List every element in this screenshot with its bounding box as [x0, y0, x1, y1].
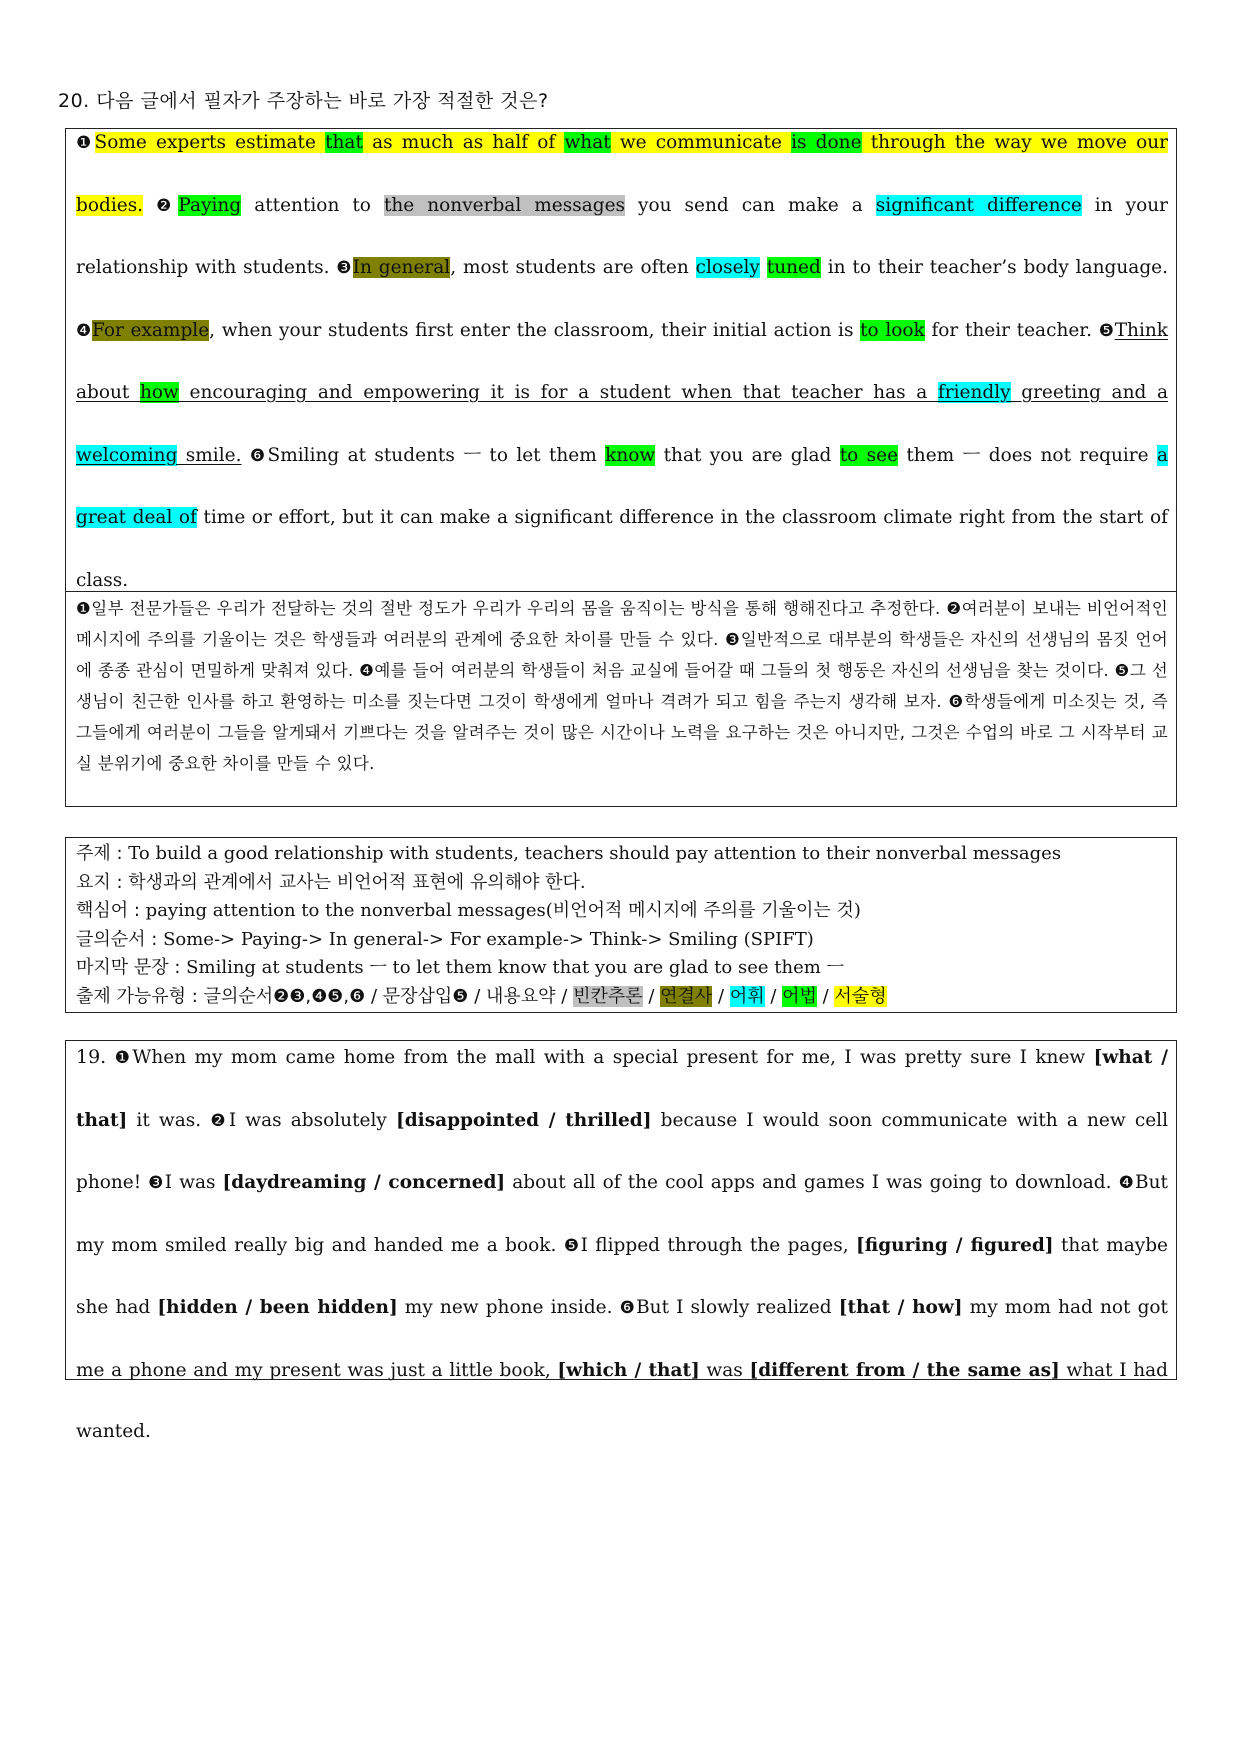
highlight-how: how	[140, 382, 179, 403]
highlight-that: that	[325, 132, 363, 153]
highlight-paying: Paying	[178, 194, 242, 216]
underlined-sentence-5: Think about how encouraging and empowering it is for a student when that teacher has a friendly greeting and a welcoming smile.	[76, 319, 1169, 466]
sentence-number-1: ❶	[76, 133, 95, 153]
passage-text: ❶Some experts estimate that as much as half of what we communicate is done through the way we move our bodies. ❷Paying attention to the nonverbal messages you send can make a significant difference in your relationship with students. ❸In general, most students are often closely tuned in to their teacher’s body language. ❹For example, when your students first enter the classroom, their initial action is to look for their teacher. ❺Think about how encouraging and empowering it is for a student when that teacher has a friendly greeting and a welcoming smile. ❻Smiling at students ㅡ to let them know that you are glad to see them ㅡ does not require a great deal of time or effort, but it can make a significant difference in the classroom climate right from the start of class.	[76, 132, 1169, 591]
question-20-title: 20. 다음 글에서 필자가 주장하는 바로 가장 적절한 것은?	[58, 90, 549, 112]
highlight-in-general: In general	[352, 257, 451, 278]
type-vocabulary: 어휘	[729, 985, 765, 1007]
summary-keyword: 핵심어 : paying attention to the nonverbal messages(비언어적 메시지에 주의를 기울이는 것)	[76, 900, 861, 921]
choice-different-same: [different from / the same as]	[749, 1359, 1060, 1381]
summary-last-sentence: 마지막 문장 : Smiling at students ㅡ to let them know that you are glad to see them ㅡ	[76, 957, 844, 978]
translation-text: ❶일부 전문가들은 우리가 전달하는 것의 절반 정도가 우리가 우리의 몸을 움직이는 방식을 통해 행해진다고 추정한다. ❷여러분이 보내는 비언어적인 메시지에 주의를 기울이는 것은 학생들과 여러분의 관계에 중요한 차이를 만들 수 있다. ❸일반적으로 대부분의 학생들은 자신의 선생님의 몸짓 언어에 종종 관심이 면밀하게 맞춰져 있다. ❹예를 들어 여러분의 학생들이 처음 교실에 들어갈 때 그들의 첫 행동은 자신의 선생님을 찾는 것이다. ❺그 선생님이 친근한 인사를 하고 환영하는 미소를 짓는다면 그것이 학생에게 얼마나 격려가 되고 힘을 주는지 생각해 보자. ❻학생들에게 미소짓는 것, 즉 그들에게 여러분이 그들을 알게돼서 기쁘다는 것을 알려주는 것이 많은 시간이나 노력을 요구하는 것은 아니지만, 그것은 수업의 바로 그 시작부터 교실 분위기에 중요한 차이를 만들 수 있다.	[76, 599, 1168, 773]
highlight-great-deal-of: a great deal of	[76, 444, 1168, 528]
type-blank-inference: 빈칸추론	[573, 985, 643, 1007]
choice-disappointed-thrilled: [disappointed / thrilled]	[395, 1109, 652, 1131]
highlight-welcoming: welcoming	[76, 444, 178, 466]
summary-list	[76, 840, 1168, 1011]
summary-gist: 요지 : 학생과의 관계에서 교사는 비언어적 표현에 유의해야 한다.	[76, 871, 586, 893]
summary-topic: 주제 : To build a good relationship with students, teachers should pay attention to their nonverbal messages	[76, 843, 1062, 864]
highlight-to-look: to look	[860, 319, 925, 341]
highlight-closely: closely	[695, 257, 760, 278]
sentence-number-6: ❻	[249, 445, 268, 466]
choice-which-that: [which / that]	[557, 1359, 700, 1381]
choice-what-that: [what / that]	[76, 1047, 1168, 1131]
highlight-nonverbal-messages: the nonverbal messages	[383, 194, 626, 216]
highlight-to-see: to see	[839, 444, 899, 466]
summary-order: 글의순서 : Some-> Paying-> In general-> For example-> Think-> Smiling (SPIFT)	[76, 928, 814, 950]
passage-box	[65, 128, 1177, 592]
highlight-is-done: is done	[791, 132, 862, 153]
summary-box	[65, 837, 1177, 1013]
sentence-number-5: ❺	[1098, 320, 1115, 341]
summary-question-types: 출제 가능유형 : 글의순서❷❸,❹❺,❻ / 문장삽입❺ / 내용요약 / 빈칸추론 / 연결사 / 어휘 / 어법 / 서술형	[76, 985, 887, 1007]
highlight-friendly: friendly	[937, 382, 1011, 403]
question-19-text: 19. ❶When my mom came home from the mall with a special present for me, I was pretty sure I knew [what / that] it was. ❷I was absolutely [disappointed / thrilled] because I would soon communicate with a new cell phone! ❸I was [daydreaming / concerned] about all of the cool apps and games I was going to download. ❹But my mom smiled really big and handed me a book. ❺I flipped through the pages, [figuring / figured] that maybe she had [hidden / been hidden] my new phone inside. ❻But I slowly realized [that / how] my mom had not got me a phone and my present was just a little book, [which / that] was [different from / the same as] what I had wanted.	[76, 1046, 1169, 1442]
choice-that-how: [that / how]	[838, 1297, 963, 1318]
choice-figuring-figured: [figuring / figured]	[856, 1234, 1054, 1256]
highlight-sentence-1: Some experts estimate that as much as half of what we communicate is done through the way we move our bodies.	[76, 132, 1168, 216]
type-grammar: 어법	[782, 985, 817, 1007]
highlight-significant-difference: significant difference	[875, 194, 1082, 216]
question-19-number: 19.	[76, 1046, 107, 1068]
question-19-box	[65, 1040, 1177, 1442]
highlight-know: know	[605, 444, 656, 466]
type-order: 글의순서❷❸,❹❺,❻	[203, 985, 366, 1007]
translation-box	[65, 591, 1177, 807]
choice-daydreaming-concerned: [daydreaming / concerned]	[222, 1172, 506, 1193]
choice-hidden-been-hidden: [hidden / been hidden]	[157, 1297, 398, 1318]
type-connector: 연결사	[660, 985, 713, 1007]
type-summary: 내용요약	[485, 985, 556, 1007]
sentence-number-2: ❷	[156, 195, 179, 216]
highlight-what: what	[564, 132, 611, 153]
sentence-number-4: ❹	[76, 320, 93, 341]
sentence-number-3: ❸	[336, 258, 353, 278]
highlight-tuned: tuned	[766, 257, 821, 278]
type-insert: 문장삽입❺	[382, 985, 469, 1007]
type-essay: 서술형	[834, 985, 887, 1007]
highlight-for-example: For example	[92, 319, 210, 341]
